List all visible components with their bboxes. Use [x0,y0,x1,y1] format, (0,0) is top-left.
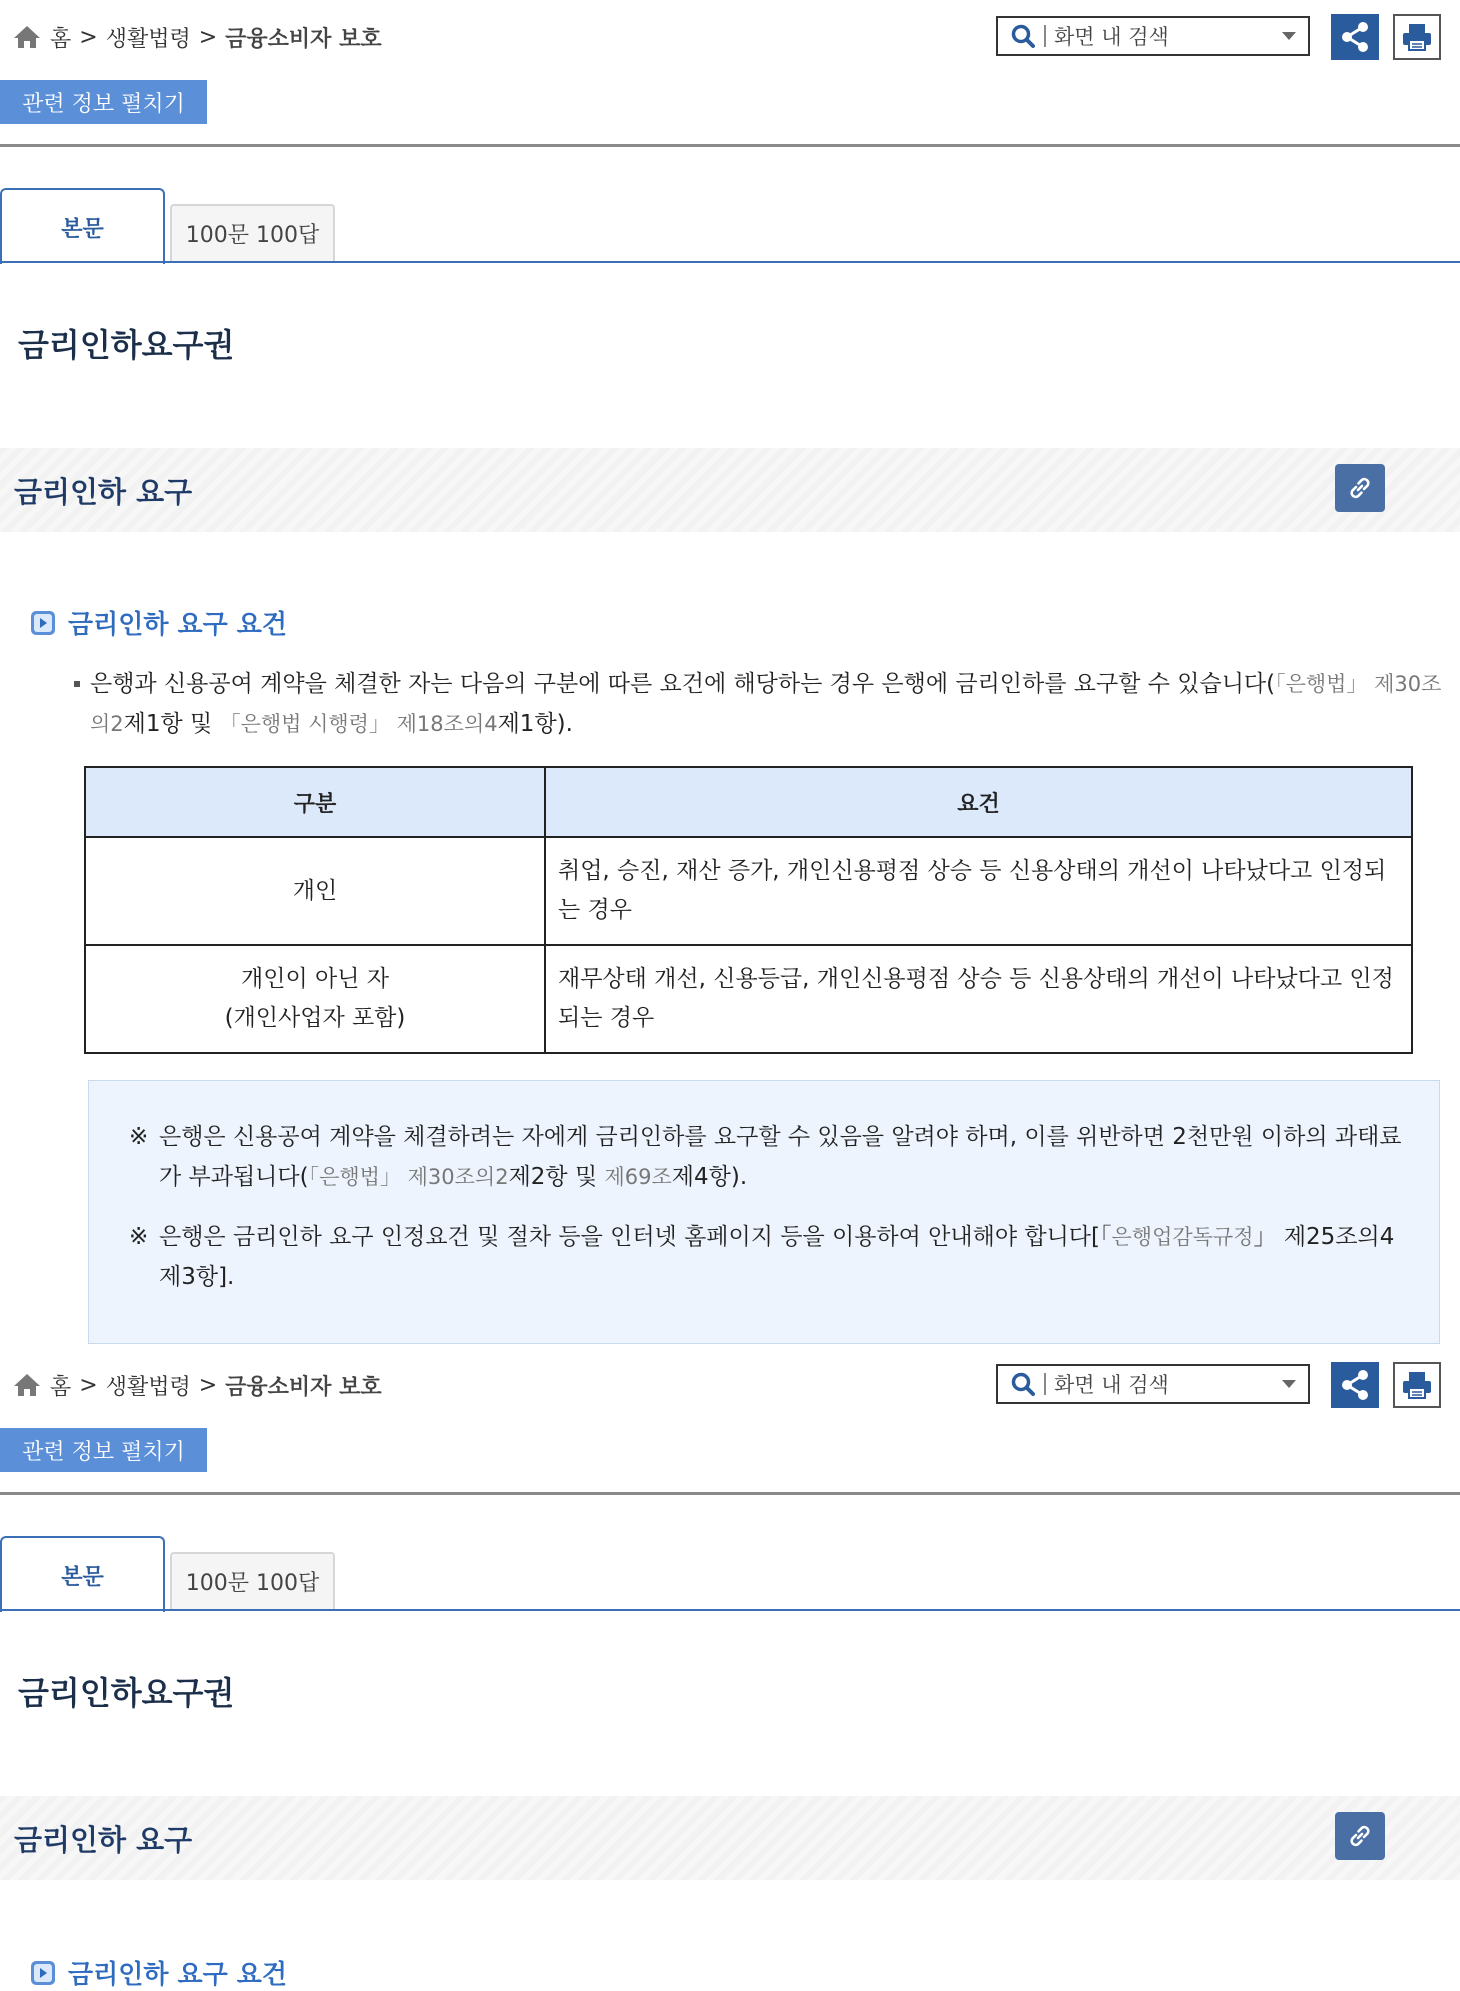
table-header: 구분 [85,767,545,837]
breadcrumb-home[interactable]: 홈 [50,1374,72,1400]
related-info-button[interactable]: 관련 정보 펼치기 [0,1428,207,1472]
table-header-row [85,767,1412,837]
breadcrumb-separator: > [198,24,218,50]
link-button[interactable] [1335,1812,1385,1860]
section-header [0,1796,1460,1880]
print-button[interactable] [1393,1362,1441,1408]
table-header: 요건 [545,767,1412,837]
paragraph-text: 은행과 신용공여 계약을 체결한 자는 다음의 구분에 따른 요건에 해당하는 경우 은행에 금리인하를 요구할 수 있습니다( [90,671,1276,697]
search-icon [1010,23,1036,49]
breadcrumb [12,1368,382,1402]
tab-100-qa[interactable]: 100문 100답 [170,204,335,261]
play-square-icon [30,1960,56,1986]
breadcrumb-separator: > [198,1372,218,1398]
tabs-underline [0,1609,1460,1611]
law-link[interactable]: 「은행법」 제30조의2 [308,1165,509,1189]
breadcrumb-separator: > [79,24,98,50]
home-icon[interactable] [12,24,42,50]
breadcrumb-level1[interactable]: 생활법령 [105,26,191,52]
print-icon [1401,1370,1433,1400]
divider [1044,1373,1046,1395]
section-header [0,448,1460,532]
related-info-button[interactable]: 관련 정보 펼치기 [0,80,207,124]
law-link[interactable]: 은행업감독규정 [1111,1225,1254,1249]
breadcrumb-separator: > [79,1372,98,1398]
tab-main-text[interactable]: 본문 [0,188,165,264]
search-icon [1010,1371,1036,1397]
link-button[interactable] [1335,464,1385,512]
subsection-heading [30,1954,287,1991]
law-link[interactable]: 「은행법 시행령」 제18조의4 [219,712,498,736]
link-icon [1346,1822,1374,1850]
search-placeholder: 화면 내 검색 [1054,25,1169,49]
note-text: 은행은 신용공여 계약을 체결하려는 자에게 금리인하를 요구할 수 있음을 알려야 하며, 이를 위반하면 2천만원 이하의 과태료가 부과됩니다( [159,1124,1402,1190]
section-title: 금리인하 요구 [14,1823,193,1857]
section-title: 금리인하 요구 [14,475,193,509]
breadcrumb-current[interactable]: 금융소비자 보호 [225,26,382,52]
search-select[interactable] [996,16,1310,56]
subsection-heading [30,604,287,641]
notice-box [88,1080,1440,1344]
paragraph-text: 제1항). [497,711,573,737]
subsection-title: 금리인하 요구 요건 [68,610,288,640]
table-cell-requirement: 취업, 승진, 재산 증가, 개인신용평점 상승 등 신용상태의 개선이 나타났다고 인정되는 경우 [545,837,1412,945]
chevron-down-icon [1282,1380,1296,1388]
breadcrumb-current[interactable]: 금융소비자 보호 [225,1374,382,1400]
table-row [85,945,1412,1053]
chevron-down-icon [1282,32,1296,40]
page-title: 금리인하요구권 [18,1674,235,1712]
breadcrumb-level1[interactable]: 생활법령 [105,1374,191,1400]
print-button[interactable] [1393,14,1441,60]
note-text: 제4항). [671,1164,748,1190]
page-title: 금리인하요구권 [18,326,235,364]
share-icon [1340,1369,1370,1401]
table-cell-type: 개인 [85,837,545,945]
share-button[interactable] [1331,1362,1379,1408]
requirements-table [84,766,1413,1054]
note-item [129,1217,1419,1297]
reference-mark: ※ [129,1124,149,1150]
divider [1044,25,1046,47]
note-item [129,1117,1419,1197]
reference-mark: ※ [129,1224,149,1250]
home-icon[interactable] [12,1372,42,1398]
divider [0,144,1460,147]
link-icon [1346,474,1374,502]
table-cell-requirement: 재무상태 개선, 신용등급, 개인신용평점 상승 등 신용상태의 개선이 나타났다고 인정되는 경우 [545,945,1412,1053]
play-square-icon [30,610,56,636]
breadcrumb [12,20,382,54]
note-text: 제2항 및 [508,1164,605,1190]
search-select[interactable] [996,1364,1310,1404]
law-link[interactable]: 제69조 [604,1165,672,1189]
share-button[interactable] [1331,14,1379,60]
note-text: 」 제25조의4 제3항]. [159,1224,1395,1290]
search-placeholder: 화면 내 검색 [1054,1373,1169,1397]
table-cell-type: 개인이 아닌 자 (개인사업자 포함) [85,945,545,1053]
subsection-title: 금리인하 요구 요건 [68,1960,288,1990]
tab-main-text[interactable]: 본문 [0,1536,165,1612]
tabs-underline [0,261,1460,263]
tab-100-qa[interactable]: 100문 100답 [170,1552,335,1609]
law-link[interactable]: 「은행법」 제30조의2 [90,672,1442,736]
breadcrumb-home[interactable]: 홈 [50,26,72,52]
bullet-icon [74,681,80,687]
note-text: 은행은 금리인하 요구 인정요건 및 절차 등을 인터넷 홈페이지 등을 이용하여 안내해야 합니다[「 [159,1224,1112,1250]
paragraph-text: 제1항 및 [123,711,220,737]
content-block-repeat [0,1348,1460,1990]
divider [0,1492,1460,1495]
requirement-paragraph [74,664,1444,744]
share-icon [1340,21,1370,53]
print-icon [1401,22,1433,52]
table-row [85,837,1412,945]
